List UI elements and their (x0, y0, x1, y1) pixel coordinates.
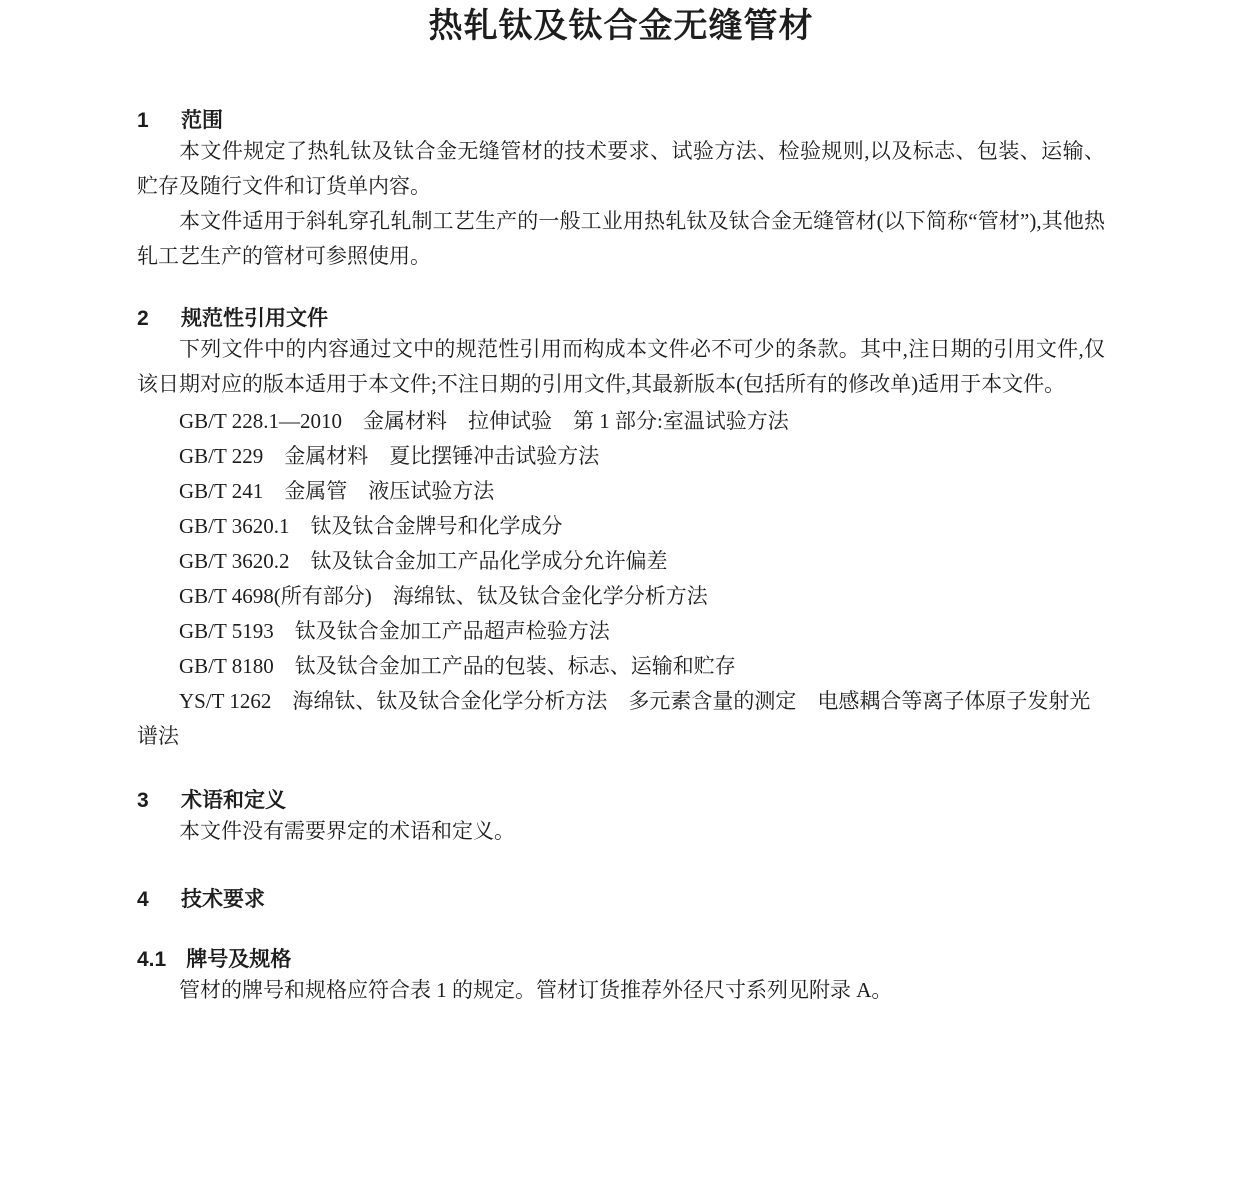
normative-references-list (137, 404, 1105, 754)
reference-item: GB/T 3620.2 钛及钛合金加工产品化学成分允许偏差 (179, 549, 668, 573)
normative-references-intro: 下列文件中的内容通过文中的规范性引用而构成本文件必不可少的条款。其中,注日期的引用文件,仅该日期对应的版本适用于本文件;不注日期的引用文件,其最新版本(包括所有的修改单)适用于本文件。 (137, 337, 1105, 396)
reference-item: GB/T 8180 钛及钛合金加工产品的包装、标志、运输和贮存 (179, 654, 736, 678)
reference-item: GB/T 5193 钛及钛合金加工产品超声检验方法 (179, 619, 610, 643)
section-2-number: 2 (137, 307, 149, 330)
reference-item: GB/T 241 金属管 液压试验方法 (179, 479, 495, 503)
section-3-heading (137, 788, 1105, 814)
section-4-1-number: 4.1 (137, 948, 167, 971)
document-title: 热轧钛及钛合金无缝管材 (428, 7, 814, 45)
reference-item: YS/T 1262 海绵钛、钛及钛合金化学分析方法 多元素含量的测定 电感耦合等离子体原子发射光谱法 (137, 689, 1091, 748)
section-1-number: 1 (137, 109, 149, 132)
section-1-title: 范围 (181, 109, 223, 132)
section-2-heading (137, 306, 1105, 332)
section-4-title: 技术要求 (181, 888, 265, 911)
reference-item: GB/T 4698(所有部分) 海绵钛、钛及钛合金化学分析方法 (179, 584, 708, 608)
terms-paragraph: 本文件没有需要界定的术语和定义。 (179, 819, 515, 843)
section-3-number: 3 (137, 789, 149, 812)
section-2-title: 规范性引用文件 (181, 307, 328, 330)
reference-item: GB/T 3620.1 钛及钛合金牌号和化学成分 (179, 514, 563, 538)
scope-paragraph-2: 本文件适用于斜轧穿孔轧制工艺生产的一般工业用热轧钛及钛合金无缝管材(以下简称“管材”),其他热轧工艺生产的管材可参照使用。 (137, 209, 1105, 268)
grade-and-spec-paragraph: 管材的牌号和规格应符合表 1 的规定。管材订货推荐外径尺寸系列见附录 A。 (179, 978, 893, 1002)
section-3-title: 术语和定义 (181, 789, 286, 812)
reference-item: GB/T 229 金属材料 夏比摆锤冲击试验方法 (179, 444, 600, 468)
scope-paragraph-1: 本文件规定了热轧钛及钛合金无缝管材的技术要求、试验方法、检验规则,以及标志、包装、运输、贮存及随行文件和订货单内容。 (137, 139, 1105, 198)
reference-item: GB/T 228.1—2010 金属材料 拉伸试验 第 1 部分:室温试验方法 (179, 409, 789, 433)
section-4-number: 4 (137, 888, 149, 911)
section-4-1-title: 牌号及规格 (186, 948, 292, 971)
section-4-heading (137, 887, 1105, 913)
section-4-1-heading (137, 947, 1105, 973)
section-1-heading (137, 108, 1105, 134)
